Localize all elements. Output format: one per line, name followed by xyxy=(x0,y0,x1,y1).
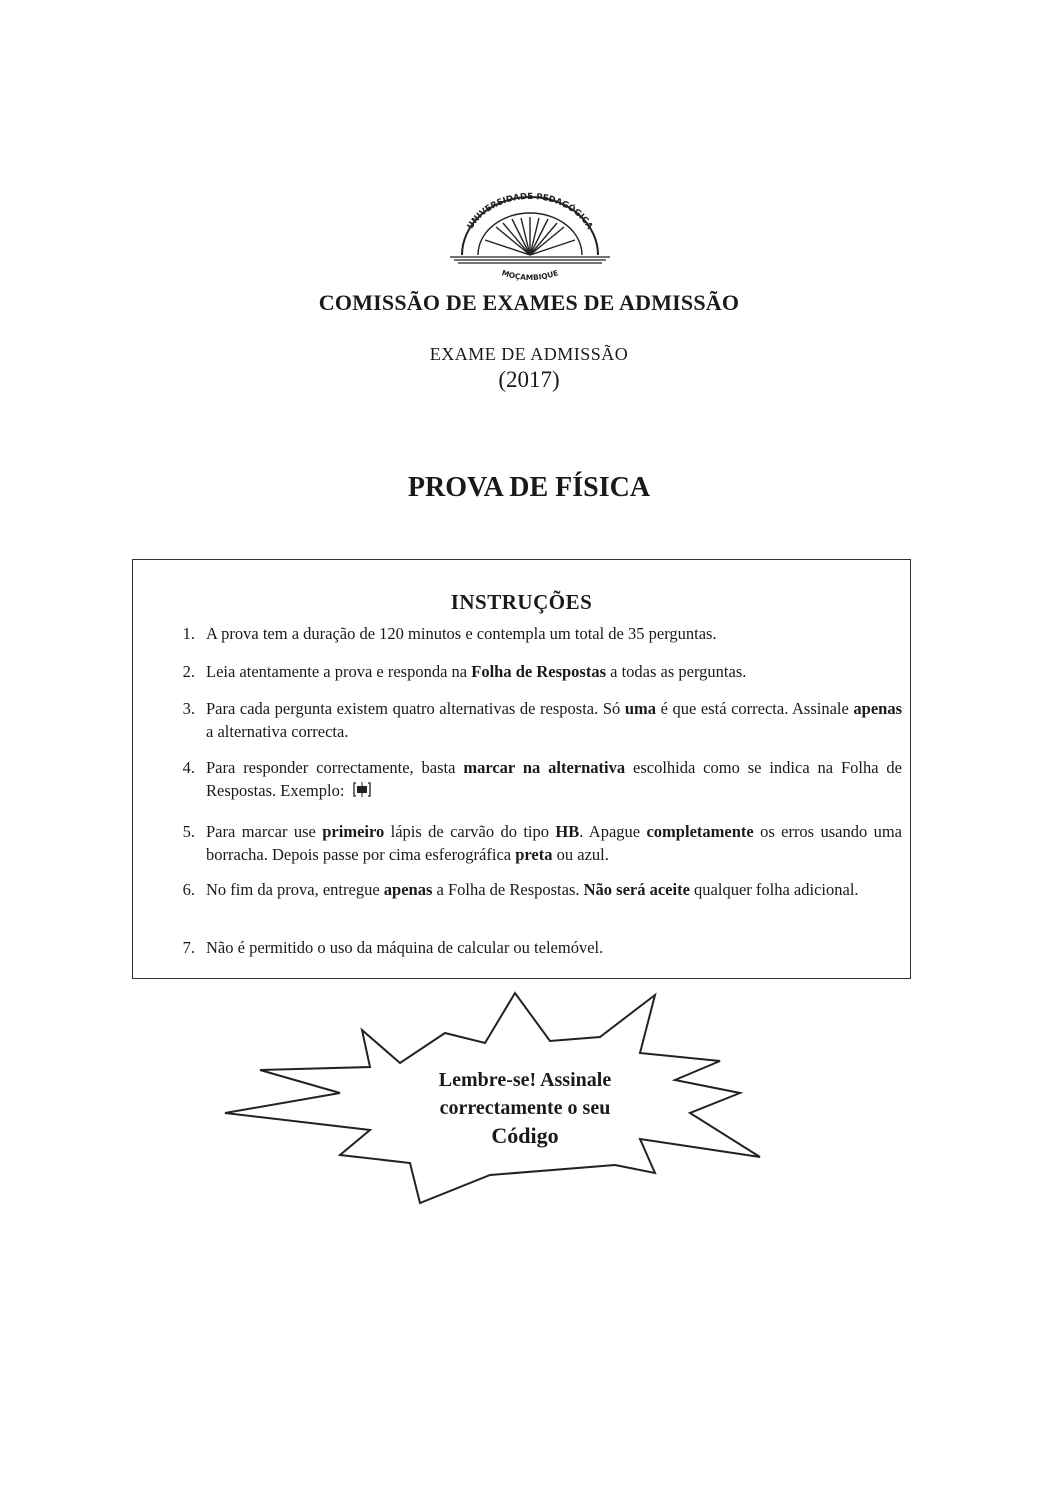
instructions-title: INSTRUÇÕES xyxy=(450,590,593,614)
instruction-text xyxy=(206,936,902,959)
instruction-text-run: . Apague xyxy=(579,822,647,841)
reminder-line-2: correctamente o seu xyxy=(439,1097,611,1119)
instruction-text-run: a alternativa correcta. xyxy=(206,722,349,741)
instruction-text-run: é que está correcta. Assinale xyxy=(656,699,854,718)
instruction-text-run: Para cada pergunta existem quatro alternativas de resposta. Só xyxy=(206,699,625,718)
instruction-text-run: Para marcar use xyxy=(206,822,323,841)
instruction-bold-text: apenas xyxy=(383,880,433,899)
instruction-number: 1. xyxy=(182,624,195,643)
instruction-bold-text: HB xyxy=(555,822,580,841)
instruction-bold-text: Não será aceite xyxy=(583,880,690,899)
university-seal-icon xyxy=(440,185,620,295)
instructions-box xyxy=(132,559,911,979)
instruction-text-run: A prova tem a duração de 120 minutos e contempla um total de 35 perguntas. xyxy=(206,624,717,643)
instruction-bold-text: completamente xyxy=(646,822,754,841)
instruction-number: 7. xyxy=(182,938,195,957)
instruction-number: 2. xyxy=(182,662,195,681)
instruction-text-run: ou azul. xyxy=(552,845,609,864)
instruction-text xyxy=(206,622,902,645)
instruction-text-run: os erros usando uma borracha. Depois passe por cima esferográfica xyxy=(206,822,903,864)
instruction-number: 3. xyxy=(182,699,195,718)
instruction-text xyxy=(206,660,902,683)
instruction-text-run: escolhida como se indica na Folha de Respostas. Exemplo: xyxy=(206,758,903,800)
instruction-text-run: Leia atentamente a prova e responda na xyxy=(206,662,472,681)
instruction-text-run: qualquer folha adicional. xyxy=(689,880,859,899)
exam-title: EXAME DE ADMISSÃO xyxy=(429,344,629,364)
committee-title: COMISSÃO DE EXAMES DE ADMISSÃO xyxy=(318,290,740,315)
instruction-text xyxy=(206,756,902,802)
instruction-bold-text: Folha de Respostas xyxy=(471,662,607,681)
reminder-text xyxy=(400,1066,650,1150)
instruction-text xyxy=(206,820,902,866)
instruction-text-run: lápis de carvão do tipo xyxy=(384,822,556,841)
instruction-number: 5. xyxy=(182,822,195,841)
instruction-bold-text: uma xyxy=(624,699,656,718)
instruction-text xyxy=(206,697,902,743)
instruction-bold-text: primeiro xyxy=(322,822,385,841)
instruction-text-run: a Folha de Respostas. xyxy=(432,880,584,899)
instruction-number: 6. xyxy=(182,880,195,899)
instruction-number: 4. xyxy=(182,758,195,777)
instruction-text-run: Não é permitido o uso da máquina de calcular ou telemóvel. xyxy=(206,938,604,957)
instruction-text-run: a todas as perguntas. xyxy=(606,662,747,681)
exam-year: (2017) xyxy=(498,367,560,392)
logo-bottom-text: MOÇAMBIQUE xyxy=(500,268,560,283)
reminder-line-3: Código xyxy=(491,1123,559,1148)
university-logo xyxy=(440,185,620,295)
instruction-bold-text: preta xyxy=(515,845,553,864)
subject-title: PROVA DE FÍSICA xyxy=(407,472,651,503)
reminder-line-1: Lembre-se! Assinale xyxy=(438,1069,612,1091)
instruction-text xyxy=(206,878,902,901)
logo-top-text: UNIVERSIDADE PEDAGÓGICA xyxy=(465,191,595,232)
instruction-text-run: No fim da prova, entregue xyxy=(206,880,384,899)
instruction-bold-text: apenas xyxy=(853,699,902,718)
instruction-bold-text: marcar na alternativa xyxy=(463,758,626,777)
filled-answer-box-icon xyxy=(353,782,371,797)
instruction-text-run: Para responder correctamente, basta xyxy=(206,758,464,777)
